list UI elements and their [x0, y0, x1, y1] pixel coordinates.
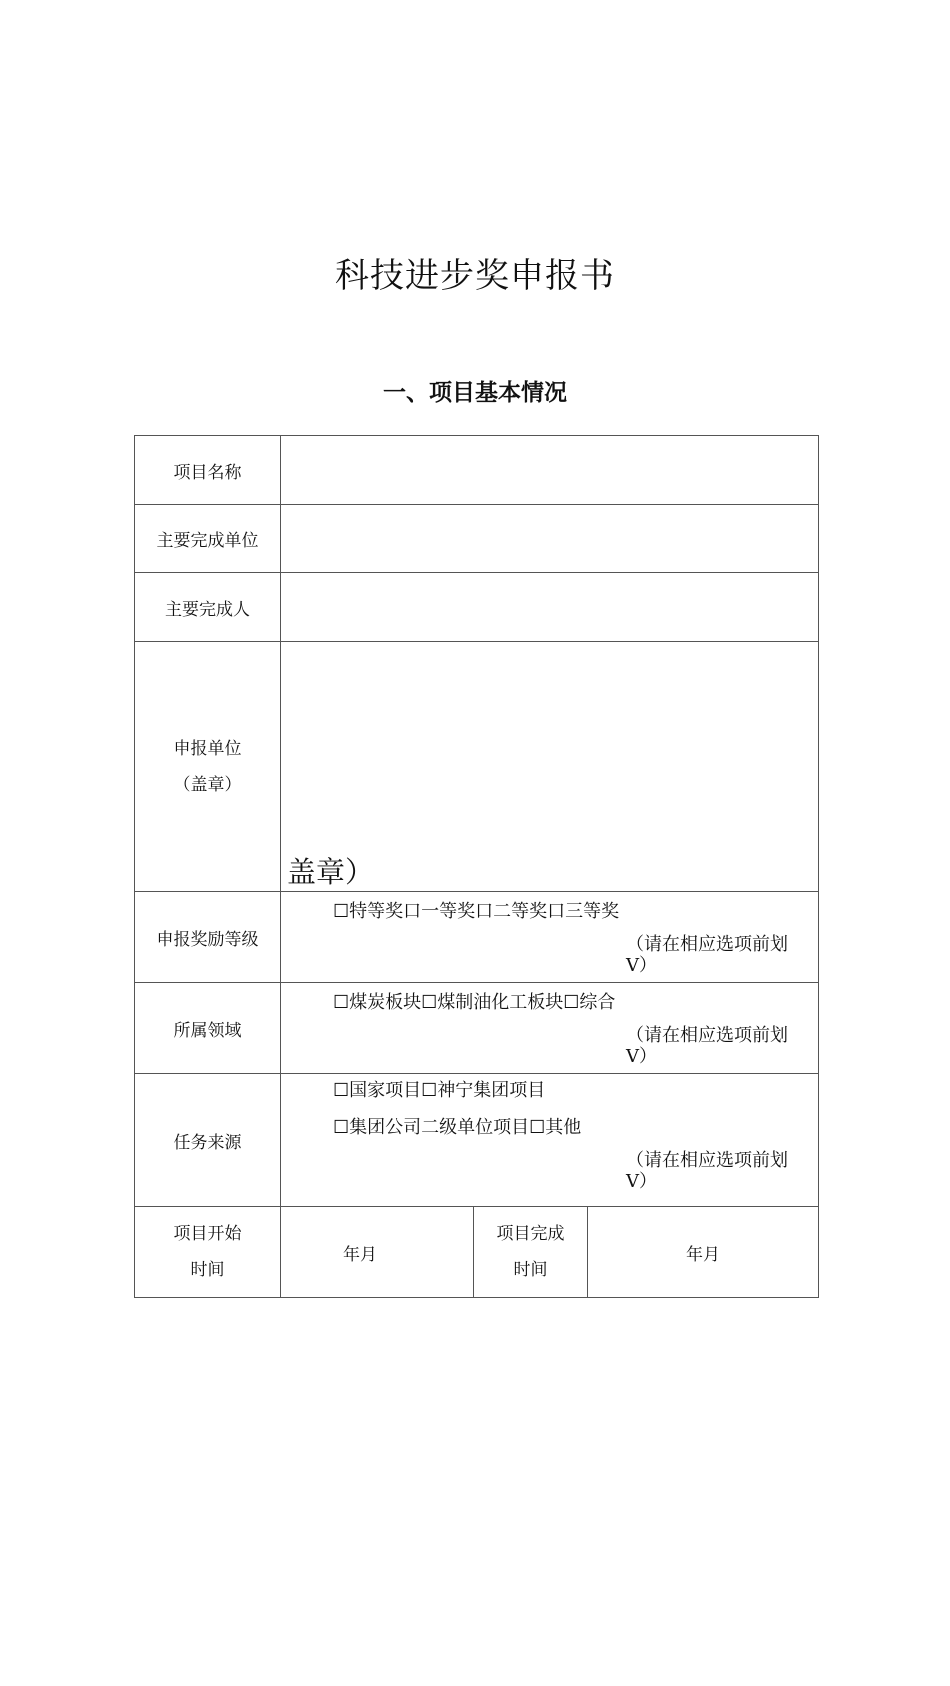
row-field	[135, 983, 819, 1074]
row-applicant-unit	[135, 642, 819, 892]
start-time-label-line2: 时间	[190, 1260, 225, 1280]
end-time-label-line2: 时间	[513, 1260, 548, 1280]
applicant-unit-field[interactable]	[281, 642, 819, 892]
applicant-unit-label-line1: 申报单位	[173, 738, 242, 759]
award-level-hint-line1: （请在相应选项前划	[626, 934, 788, 955]
row-task-source	[135, 1074, 819, 1207]
applicant-unit-label	[135, 642, 281, 892]
award-level-hint-line2: V）	[626, 955, 657, 976]
stamp-text: 盖章）	[287, 855, 375, 889]
main-person-label: 主要完成人	[135, 573, 281, 642]
row-project-time	[135, 1207, 819, 1298]
row-project-name	[135, 436, 819, 505]
main-unit-label: 主要完成单位	[135, 505, 281, 573]
task-source-options[interactable]	[281, 1074, 819, 1207]
project-name-field[interactable]	[281, 436, 819, 505]
section-title: 一、项目基本情况	[383, 380, 567, 406]
field-hint-line1: （请在相应选项前划	[626, 1025, 788, 1046]
task-source-options-line1[interactable]: ☐国家项目☐神宁集团项目	[333, 1080, 546, 1101]
award-level-options[interactable]	[281, 892, 819, 983]
start-time-value: 年月	[343, 1244, 377, 1265]
end-time-label-line1: 项目完成	[496, 1224, 565, 1244]
field-hint-line2: V）	[626, 1046, 657, 1067]
project-name-label: 项目名称	[135, 436, 281, 505]
row-award-level	[135, 892, 819, 983]
field-label: 所属领域	[135, 983, 281, 1074]
field-options[interactable]	[281, 983, 819, 1074]
main-unit-field[interactable]	[281, 505, 819, 573]
document-title: 科技进步奖申报书	[335, 256, 615, 296]
task-source-hint-line1: （请在相应选项前划	[626, 1150, 788, 1171]
end-time-value: 年月	[686, 1244, 720, 1265]
end-time-field[interactable]	[588, 1207, 819, 1298]
applicant-unit-label-line2: （盖章）	[173, 774, 242, 795]
row-main-person	[135, 573, 819, 642]
award-level-label: 申报奖励等级	[135, 892, 281, 983]
task-source-options-line2[interactable]: ☐集团公司二级单位项目☐其他	[333, 1117, 582, 1138]
task-source-hint-line2: V）	[626, 1171, 657, 1192]
main-person-field[interactable]	[281, 573, 819, 642]
row-main-unit	[135, 505, 819, 573]
start-time-label-line1: 项目开始	[173, 1224, 242, 1244]
field-options-line[interactable]: ☐煤炭板块☐煤制油化工板块☐综合	[333, 992, 616, 1013]
start-time-field[interactable]	[281, 1207, 474, 1298]
project-info-table	[134, 435, 819, 1298]
task-source-label: 任务来源	[135, 1074, 281, 1207]
award-level-options-line[interactable]: ☐特等奖口一等奖口二等奖口三等奖	[333, 901, 620, 922]
end-time-label	[474, 1207, 588, 1298]
start-time-label	[135, 1207, 281, 1298]
